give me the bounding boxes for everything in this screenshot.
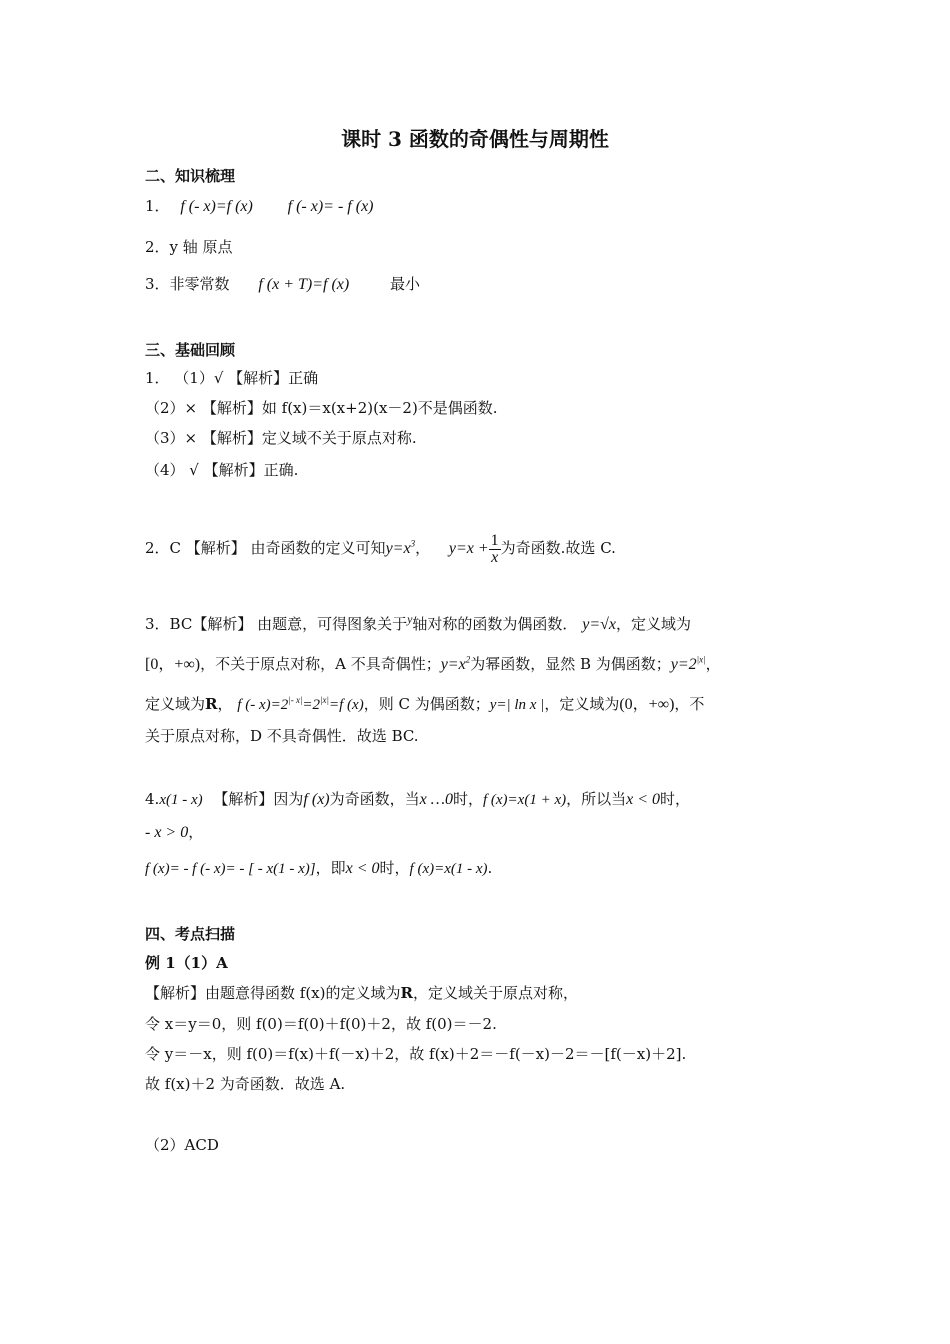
- text: 为奇函数.故选 C.: [500, 539, 616, 557]
- text: ，则 C 为偶函数；: [363, 695, 490, 713]
- example-1-part-2: （2）ACD: [145, 1136, 219, 1154]
- review-q4-line-1: [145, 789, 690, 810]
- fraction: [489, 533, 501, 566]
- review-q4-line-2: [145, 822, 203, 843]
- example-1-line-2: 令 x＝y＝0，则 f(0)＝f(0)＋f(0)＋2，故 f(0)＝－2.: [145, 1015, 497, 1033]
- text: 【解析】因为: [213, 790, 304, 808]
- text: ，不关于原点对称，A 不具奇偶性；: [200, 655, 441, 673]
- formula: f (x): [303, 791, 330, 808]
- formula-exp: |x|: [696, 654, 706, 665]
- text: ，即: [315, 859, 346, 877]
- review-q1-3: （3）× 【解析】定义域不关于原点对称.: [145, 429, 417, 447]
- text: ，: [705, 655, 721, 673]
- text: ，: [217, 695, 233, 713]
- formula: [0，+∞): [145, 656, 201, 673]
- text: 3．BC【解析】 由题意，可得图象关于: [145, 615, 408, 633]
- knowledge-line-2: 2．y 轴 原点: [145, 238, 233, 256]
- text: 为奇函数，当: [329, 790, 420, 808]
- formula-exp: |- x|: [288, 695, 303, 705]
- text: ，定义域为: [616, 615, 692, 633]
- review-q3-line-4: 关于原点对称，D 不具奇偶性．故选 BC.: [145, 727, 419, 745]
- formula: (0，+∞): [619, 696, 675, 713]
- review-q1-4: （4） √ 【解析】正确.: [145, 461, 299, 479]
- example-1-line-4: 故 f(x)＋2 为奇函数．故选 A.: [145, 1075, 346, 1093]
- example-1-label: 例 1（1）A: [145, 954, 228, 972]
- formula-exp: 2: [465, 654, 471, 665]
- formula: y: [407, 612, 413, 626]
- formula: [237, 697, 363, 713]
- text: 时，: [452, 790, 483, 808]
- knowledge-line-3: [145, 274, 420, 295]
- text: 时，: [660, 790, 691, 808]
- review-q3-line-2: [145, 654, 721, 675]
- formula: [386, 540, 416, 557]
- formula: y=x +: [448, 540, 489, 557]
- formula: [441, 656, 471, 673]
- formula-base: y=x: [440, 656, 466, 673]
- text: 定义域为: [145, 695, 206, 713]
- text: 时，: [379, 859, 410, 877]
- formula-period: f (x + T)=f (x): [258, 276, 350, 293]
- page-title: 课时 3 函数的奇偶性与周期性: [341, 127, 609, 151]
- review-q2: [145, 530, 616, 567]
- formula: - x > 0: [145, 824, 189, 841]
- numerator: 1: [490, 531, 499, 549]
- line-text: 3．非零常数: [145, 275, 230, 293]
- text: 4.: [145, 790, 160, 808]
- text: R: [205, 695, 218, 713]
- formula: f (x)=x(1 + x): [482, 792, 567, 808]
- example-1-line-1: [145, 983, 578, 1003]
- formula: x < 0: [626, 791, 661, 808]
- formula: x < 0: [345, 860, 380, 877]
- text: 为幂函数，显然 B 为偶函数；: [470, 655, 671, 673]
- formula-base: y=x: [385, 540, 411, 557]
- text: 2．C 【解析】 由奇函数的定义可知: [145, 539, 386, 557]
- text: ，: [415, 539, 431, 557]
- formula-exp: |x|: [320, 695, 329, 705]
- formula: x …0: [419, 791, 453, 808]
- text: ，定义域关于原点对称，: [412, 984, 578, 1002]
- knowledge-line-1: [145, 196, 374, 217]
- text: ，所以当: [566, 790, 627, 808]
- formula-exp: 3: [410, 538, 416, 549]
- formula-part: f (- x)=2: [237, 697, 289, 713]
- section-heading-knowledge: 二、知识梳理: [145, 167, 236, 185]
- denominator: x: [491, 548, 499, 566]
- line-number: 1．: [145, 197, 170, 215]
- formula-odd: f (- x)= - f (x): [287, 198, 374, 215]
- text: ，定义域为: [544, 695, 620, 713]
- formula: x(1 - x): [159, 792, 203, 808]
- text: 轴对称的函数为偶函数．: [412, 615, 578, 633]
- review-q3-line-1: [145, 614, 691, 635]
- example-1-line-3: 令 y＝－x，则 f(0)＝f(x)＋f(－x)＋2，故 f(x)＋2＝－f(－x)－2＝－[f(－x)＋2].: [145, 1045, 687, 1063]
- text: ，不: [674, 695, 705, 713]
- section-heading-review: 三、基础回顾: [145, 341, 236, 359]
- formula: f (x)=x(1 - x): [409, 861, 488, 877]
- formula-even: f (- x)=f (x): [180, 198, 253, 215]
- review-q4-line-3: [145, 858, 492, 879]
- text: .: [487, 859, 493, 877]
- formula: y=√x: [582, 616, 616, 633]
- text: ，: [188, 823, 204, 841]
- review-q1-2: （2）× 【解析】如 f(x)＝x(x+2)(x－2)不是偶函数.: [145, 399, 498, 417]
- formula: f (x)= - f (- x)= - [ - x(1 - x)]: [145, 861, 316, 877]
- formula-part: =f (x): [329, 697, 364, 713]
- formula-base: y=2: [670, 656, 697, 673]
- line-text: 最小: [390, 275, 421, 293]
- review-q3-line-3: [145, 694, 704, 715]
- text: R: [400, 984, 413, 1002]
- formula: y=| ln x |: [489, 697, 545, 713]
- formula-part: =2: [302, 697, 321, 713]
- section-heading-scan: 四、考点扫描: [145, 925, 236, 943]
- review-q1-1: 1． （1）√ 【解析】正确: [145, 369, 319, 387]
- text: 【解析】由题意得函数 f(x)的定义域为: [145, 984, 401, 1002]
- formula: [671, 656, 706, 673]
